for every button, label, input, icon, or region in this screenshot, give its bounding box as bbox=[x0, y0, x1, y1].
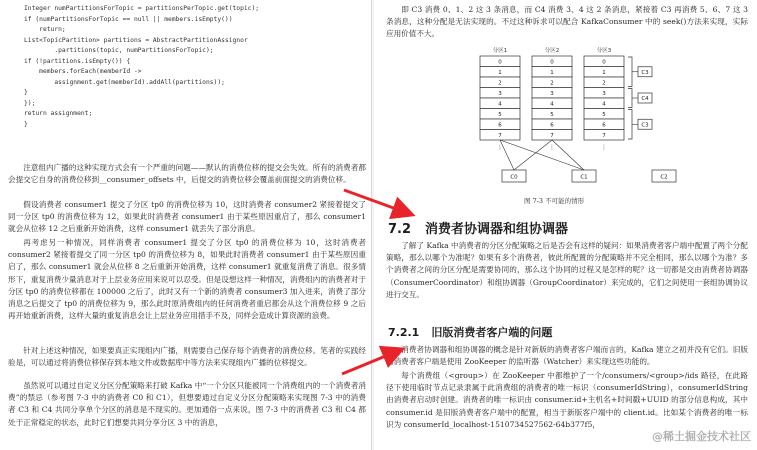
cell-label: 3 bbox=[550, 90, 554, 97]
code-line: if (numPartitionsForTopic == null || members.isEmpty()) bbox=[24, 15, 233, 23]
cell-label: 4 bbox=[550, 101, 554, 108]
cell-label: 7 bbox=[550, 132, 554, 139]
subsection-paragraph: 每个消费组（<group>）在 ZooKeeper 中都维护了一个/consumers/<group>/ids 路径，在此路径下使用临时节点记录隶属于此消费组的消费者的唯一标识（consumerIdString），consumerIdString 由消费者启动时创建。消费者的唯一标识由 consumer.id+主机名+时间戳+UUID 的部分信息构成，其中 consumer.id 是旧版消费者客户端中的配置，相当于新版客户端中的 client.id。比如某个消费者的唯一标识为 consumerId_localhost-1510734527562-64b377f5， bbox=[386, 371, 748, 429]
arrow-icon bbox=[340, 186, 420, 226]
code-line: return assignment; bbox=[24, 110, 93, 117]
ellipsis: ⋮ bbox=[601, 144, 607, 151]
assign-line bbox=[552, 140, 584, 170]
bracket bbox=[628, 110, 632, 140]
code-line: return; bbox=[24, 26, 66, 33]
partition-label: 分区3 bbox=[596, 48, 612, 54]
cell-label: 1 bbox=[498, 69, 502, 76]
bracket bbox=[628, 89, 632, 108]
cell-label: 5 bbox=[550, 111, 554, 118]
subsection-title: 旧版消费者客户端的问题 bbox=[431, 326, 553, 339]
subsection-number: 7.2.1 bbox=[388, 326, 420, 339]
left-page bbox=[0, 0, 372, 450]
paragraph: 再考虑另一种情况，同样消费者 consumer1 提交了分区 tp0 的消费位移为 10，这时消费者 consumer2 紧接着提交了同一分区 tp0 的消费位移为 8，如果此时消费者 consumer1 由于某些原因重启了，那么 consumer1 就会从位移 8 之后重新开始消费，这样 consumer1 就重复消费了消息。很多情形下，重复消费少量消息对于上层业务应用来说可以忍受。但是设想这样一种情况，消费组内的消费者对于分区 tp0 的消费位移都在 100000 之后了，此时又有一个新的消费者 consumer3 加入进来，消费了部分消息之后提交了 tp0 的消费位移为 9，那么此时原消费组内的任何消费者重启都会从这个消费位移 9 之后再开始重新消费，这样大量的重复消息会让上层业务应用措手不及，同样会造成计算资源的浪费。 bbox=[8, 238, 366, 321]
paragraph: 假设消费者 consumer1 提交了分区 tp0 的消费位移为 10，这时消费者 consumer2 紧接着提交了同一分区 tp0 的消费位移为 12，如果此时消费者 consumer1 由于某些原因重启了，那么 consumer1 就会从位移 12 之后重新开始消费，这样 consumer1 就丢失了部分消息。 bbox=[8, 200, 366, 234]
bracket bbox=[628, 57, 632, 87]
cell-label: 6 bbox=[550, 122, 554, 129]
code-line: }); bbox=[24, 99, 36, 107]
cell-label: 0 bbox=[550, 59, 554, 66]
paragraph: 虽然说可以通过自定义分区分配策略来打破 Kafka 中“一个分区只能被同一个消费组内的一个消费者消费”的禁忌（参考图 7-3 中的消费者 C0 和 C1），但想要通过自定义分区分配策略来实现图 7-3 中的消费者 C3 和 C4 共同分享单个分区的消息是不现实的。更加通俗一点来说，图 7-3 中的消费者 C3 和 C4 都处于正常稳定的状态，此时它们想要共同分享分区 3 中的消息， bbox=[8, 381, 366, 427]
code-block bbox=[24, 4, 259, 130]
group-label: C3 bbox=[641, 122, 649, 129]
cell-label: 6 bbox=[602, 122, 606, 129]
paragraph: 针对上述这种情况，如果要真正实现组内广播，则需要自己保存每个消费者的消费位移。笔者的实践经验是，可以通过将消费位移保存到本地文件或数据库中等方法来实现组内广播的位移提交。 bbox=[8, 346, 366, 368]
assign-line bbox=[514, 140, 552, 170]
code-line: Integer numPartitionsForTopic = partitionsPerTopic.get(topic); bbox=[24, 5, 260, 12]
cell-label: 2 bbox=[550, 80, 554, 87]
consumer-label: C0 bbox=[510, 174, 518, 181]
cell-label: 7 bbox=[602, 132, 606, 139]
code-line: } bbox=[24, 89, 28, 96]
code-line: List<TopicPartition> partitions = AbstractPartitionAssignor bbox=[24, 36, 248, 44]
cell-label: 5 bbox=[602, 111, 606, 118]
cell-label: 3 bbox=[498, 90, 502, 97]
paragraph: 注意组内广播的这种实现方式会有一个严重的问题——默认的消费位移的提交会失效。所有的消费者都会提交它自身的消费位移到__consumer_offsets 中，后提交的消费位移会覆盖前面提交的消费位移。 bbox=[8, 163, 366, 185]
code-line: members.forEach(memberId -> bbox=[24, 68, 142, 75]
cell-label: 7 bbox=[498, 132, 502, 139]
subsection-heading bbox=[388, 324, 552, 340]
figure-caption: 图 7-3 不可能的情形 bbox=[524, 197, 585, 205]
code-line: } bbox=[24, 120, 28, 128]
partition-label: 分区2 bbox=[544, 48, 560, 54]
ellipsis: ⋮ bbox=[497, 144, 503, 151]
cell-label: 6 bbox=[498, 122, 502, 129]
subsection-paragraph: 消费者协调器和组协调器的概念是针对新版的消费者客户端而言的，Kafka 建立之初并没有它们。旧版的消费者客户端是使用 ZooKeeper 的监听器（Watcher）来实现这些功能的。 bbox=[386, 345, 748, 367]
consumer-label: C2 bbox=[660, 174, 668, 181]
cell-label: 0 bbox=[498, 59, 502, 66]
code-line: .partitions(topic, numPartitionsForTopic); bbox=[24, 47, 214, 54]
arrow-icon bbox=[338, 340, 410, 378]
cell-label: 1 bbox=[550, 69, 554, 76]
group-label: C3 bbox=[641, 69, 649, 76]
code-line: assignment.get(memberId).addAll(partitions)); bbox=[24, 78, 225, 86]
cell-label: 4 bbox=[498, 101, 502, 108]
cell-label: 2 bbox=[498, 80, 502, 87]
watermark-text: @稀土掘金技术社区 bbox=[652, 430, 751, 443]
cell-label: 0 bbox=[602, 59, 606, 66]
partition-figure bbox=[462, 44, 722, 196]
partition-label: 分区1 bbox=[492, 48, 508, 54]
right-page bbox=[374, 0, 757, 450]
intro-paragraph: 即 C3 消费 0、1、2 这 3 条消息，而 C4 消费 3、4 这 2 条消息，紧接着 C3 再消费 5、6、7 这 3 条消息，这种分配是无法实现的。不过这种诉求可以配合 KafkaConsumer 中的 seek()方法来实现，实际应用价值不大。 bbox=[386, 5, 748, 39]
cell-label: 1 bbox=[602, 69, 606, 76]
assign-line bbox=[500, 140, 584, 170]
ellipsis: ⋮ bbox=[549, 144, 555, 151]
section-paragraph: 了解了 Kafka 中消费者的分区分配策略之后是否会有这样的疑问：如果消费者客户端中配置了两个分配策略，那么以哪个为准呢？如果有多个消费者，彼此所配置的分配策略并不完全相同，那么以哪个为准？多个消费者之间的分区分配是需要协同的，那么这个协同的过程又是怎样的呢？这一切都是交由消费者协调器（ConsumerCoordinator）和组协调器（GroupCoordinator）来完成的，它们之间使用一套组协调协议进行交互。 bbox=[386, 241, 748, 299]
group-label: C4 bbox=[641, 96, 649, 102]
consumer-label: C1 bbox=[580, 174, 588, 181]
section-number: 7.2 bbox=[388, 222, 412, 237]
section-title: 消费者协调器和组协调器 bbox=[425, 222, 569, 237]
cell-label: 2 bbox=[602, 80, 606, 87]
cell-label: 5 bbox=[498, 111, 502, 118]
code-line: if (!partitions.isEmpty()) { bbox=[24, 57, 131, 65]
cell-label: 4 bbox=[602, 101, 606, 108]
cell-label: 3 bbox=[602, 90, 606, 97]
